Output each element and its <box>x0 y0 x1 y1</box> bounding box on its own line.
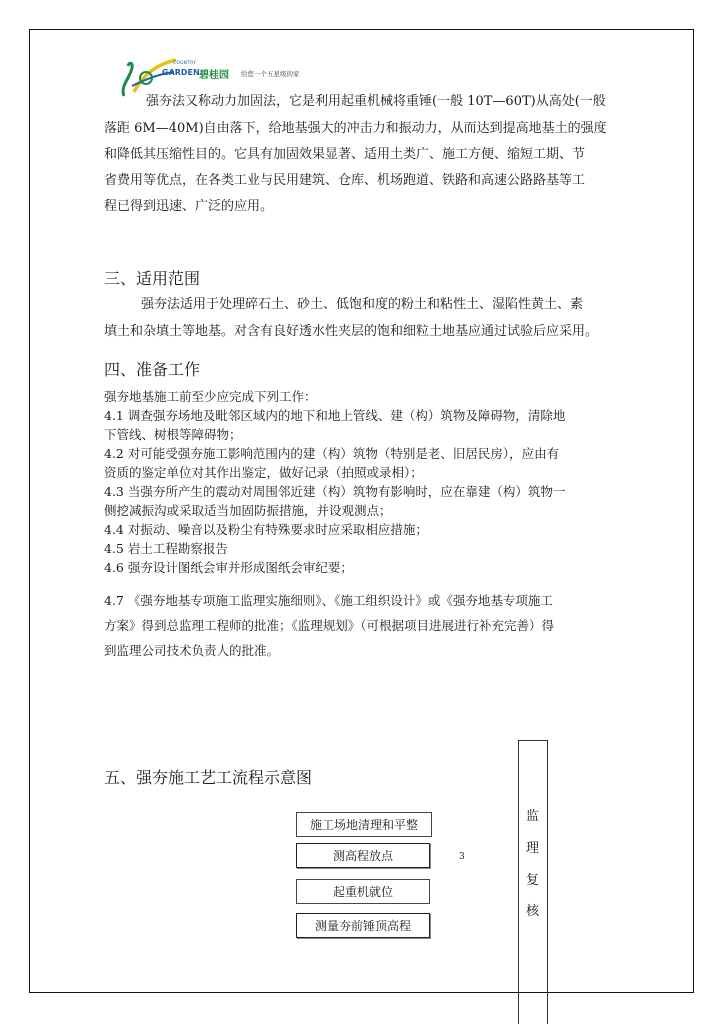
list-line: 4.1 调查强夯场地及毗邻区域内的地下和地上管线、建（构）筑物及障碍物，清除地 <box>104 408 566 423</box>
section-3-line-2: 填土和杂填土等地基。对含有良好透水性夹层的饱和细粒土地基应通过试验后应采用。 <box>104 324 599 339</box>
list-line: 4.4 对振动、噪音以及粉尘有特殊要求时应采取相应措施； <box>104 522 428 537</box>
logo-garden-text: GARDEN <box>162 68 200 77</box>
flow-step-measure-hammer-top <box>296 913 430 938</box>
section-3-line-1: 强夯法适用于处理碎石土、砂土、低饱和度的粉土和粘性土、湿陷性黄土、素 <box>141 297 584 312</box>
side-label-char: 复 <box>526 873 540 888</box>
logo-country-text: COUNTRY <box>173 61 197 66</box>
side-label-char: 理 <box>526 841 540 856</box>
section-5-title: 五、强夯施工艺工流程示意图 <box>104 768 313 787</box>
flow-step-label: 测高程放点 <box>332 849 393 863</box>
list-line: 方案》得到总监理工程师的批准；《监理规划》（可根据项目进展进行补充完善）得 <box>104 618 555 633</box>
side-label-char: 监 <box>526 809 540 824</box>
list-line: 4.5 岩土工程勘察报告 <box>104 541 228 556</box>
intro-line-3: 和降低其压缩性目的。它具有加固效果显著、适用土类广、施工方便、缩短工期、节 <box>104 147 586 162</box>
list-line: 下管线、树根等障碍物； <box>104 427 242 442</box>
flow-step-label: 测量夯前锤顶高程 <box>314 919 411 933</box>
section-4-list <box>104 387 565 577</box>
list-line: 侧挖减振沟或采取适当加固防振措施，并设观测点； <box>104 503 392 518</box>
section-4-item-4-7 <box>104 588 554 663</box>
section-4-title: 四、准备工作 <box>104 360 201 379</box>
list-line: 资质的鉴定单位对其作出鉴定，做好记录（拍照或录相）； <box>104 465 423 480</box>
list-line: 4.2 对可能受强夯施工影响范围内的建（构）筑物（特别是老、旧居民房），应由有 <box>104 446 560 461</box>
flow-step-label: 起重机就位 <box>332 885 393 899</box>
intro-line-1: 强夯法又称动力加固法，它是利用起重机械将重锤(一般 10T—60T)从高处(一般 <box>146 94 606 109</box>
flow-step-site-clearing <box>296 812 432 837</box>
intro-line-5: 程已得到迅速、广泛的应用。 <box>104 199 274 214</box>
section-3-title: 三、适用范围 <box>104 269 201 288</box>
page-number: 3 <box>459 852 465 862</box>
side-label-char: 核 <box>526 904 540 919</box>
intro-line-4: 省费用等优点，在各类工业与民用建筑、仓库、机场跑道、铁路和高速公路路基等工 <box>104 173 586 188</box>
list-line: 4.3 当强夯所产生的震动对周围邻近建（构）筑物有影响时，应在靠建（构）筑物一 <box>104 484 566 499</box>
list-line: 4.7 《强夯地基专项施工监理实施细则》、《施工组织设计》或《强夯地基专项施工 <box>104 593 553 608</box>
flow-step-crane-positioning <box>296 879 430 904</box>
list-line: 4.6 强夯设计图纸会审并形成图纸会审纪要； <box>104 560 353 575</box>
logo-slogan: 给您一个五星级的家 <box>241 70 300 78</box>
list-line: 强夯地基施工前至少应完成下列工作： <box>104 389 317 404</box>
list-line: 到监理公司技术负责人的批准。 <box>104 643 280 658</box>
flow-step-elevation-setout <box>296 843 430 868</box>
flow-step-label: 施工场地清理和平整 <box>309 818 418 832</box>
logo-brand-cn: 碧桂园 <box>199 70 229 81</box>
intro-line-2: 落距 6M—40M)自由落下，给地基强大的冲击力和振动力，从而达到提高地基土的强度 <box>104 121 607 136</box>
